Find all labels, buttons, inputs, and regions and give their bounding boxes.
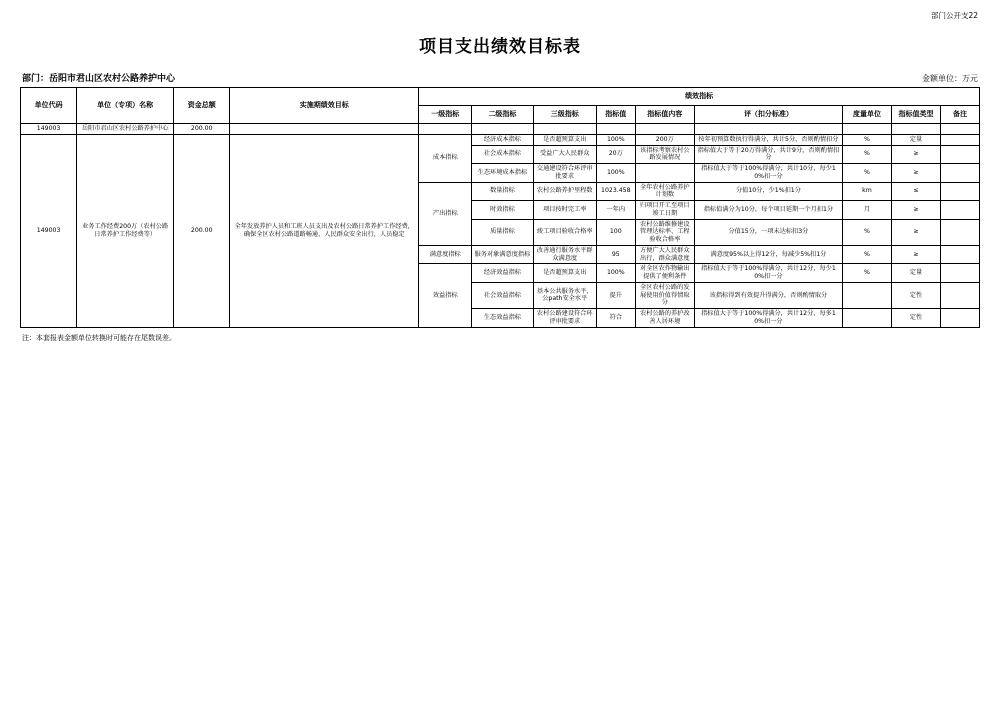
cell-measure-unit	[842, 309, 891, 328]
cell-measure-unit: %	[842, 164, 891, 183]
cell-unit-name: 岳阳市君山区农村公路养护中心	[77, 124, 174, 135]
th-criteria: 评（扣分标准）	[694, 106, 842, 124]
cell-remark	[941, 164, 980, 183]
cell-index-value-content: 全区农村公路的发展使用价值得情取分	[635, 282, 694, 308]
cell-amount: 200.00	[174, 124, 230, 135]
cell-index-value	[596, 124, 635, 135]
th-period-goal: 实施期绩效目标	[230, 88, 419, 124]
cell-measure-unit: km	[842, 182, 891, 201]
cell-remark	[941, 282, 980, 308]
cell-index-type: ≥	[891, 201, 940, 220]
cell-level2: 生态环境成本指标	[472, 164, 533, 183]
cell-criteria: 指标值大于等于100%得满分，共计12分，每多10%扣一分	[694, 309, 842, 328]
cell-level3: 农村公路养护里程数	[533, 182, 596, 201]
cell-index-value: 100%	[596, 264, 635, 283]
cell-level3: 农村公路建设符合环评审批要求	[533, 309, 596, 328]
cell-measure-unit	[842, 124, 891, 135]
cell-level1: 效益指标	[419, 264, 472, 327]
cell-remark	[941, 219, 980, 245]
cell-unit-name: 业务工作经费200万（农村公路日常养护工作经费等）	[77, 134, 174, 327]
cell-index-value: 95	[596, 245, 635, 264]
cell-index-type: ≥	[891, 145, 940, 164]
cell-level2	[472, 124, 533, 135]
cell-measure-unit: %	[842, 145, 891, 164]
cell-index-type: 定性	[891, 309, 940, 328]
cell-index-value-content	[635, 124, 694, 135]
th-level1: 一级指标	[419, 106, 472, 124]
cell-level2: 数量指标	[472, 182, 533, 201]
cell-index-value: 100	[596, 219, 635, 245]
amount-unit-label: 金额单位：万元	[922, 74, 978, 83]
cell-measure-unit: %	[842, 264, 891, 283]
dept-label: 部门：岳阳市君山区农村公路养护中心	[22, 74, 176, 84]
th-level2: 二级指标	[472, 106, 533, 124]
cell-level3: 交通建设符合环评审批要求	[533, 164, 596, 183]
cell-index-value-content: 对全区农作物输出提供了便利条件	[635, 264, 694, 283]
cell-remark	[941, 264, 980, 283]
table-header-row-1	[21, 88, 980, 106]
cell-index-type: 定量	[891, 264, 940, 283]
cell-criteria: 分值15分，一项未达标扣3分	[694, 219, 842, 245]
cell-criteria: 指标值大于等于20万得满分，共计9分，否则酌情扣分	[694, 145, 842, 164]
cell-level3	[533, 124, 596, 135]
cell-index-type: ≥	[891, 245, 940, 264]
cell-goal: 全年发放养护人员和工班人员支出及农村公路日常养护工作经费，确保全区农村公路道路畅通，人民群众安全出行，人员稳定	[230, 134, 419, 327]
th-index-value: 指标值	[596, 106, 635, 124]
cell-index-type: ≥	[891, 219, 940, 245]
cell-level1: 成本指标	[419, 134, 472, 182]
meta-row	[20, 71, 980, 84]
cell-level2: 经济效益指标	[472, 264, 533, 283]
cell-remark	[941, 145, 980, 164]
th-total-amount: 资金总额	[174, 88, 230, 124]
cell-level1: 产出指标	[419, 182, 472, 245]
cell-level2: 质量指标	[472, 219, 533, 245]
cell-index-value-content: 该指标考察农村公路发展情况	[635, 145, 694, 164]
footer-note: 注：本套报表金额单位转换时可能存在尾数误差。	[22, 333, 176, 342]
cell-index-type: 定性	[891, 282, 940, 308]
table-row	[21, 124, 980, 135]
page-title: 项目支出绩效目标表	[419, 37, 581, 57]
cell-measure-unit: %	[842, 134, 891, 145]
cell-measure-unit: %	[842, 219, 891, 245]
cell-unit-code: 149003	[21, 134, 77, 327]
cell-criteria: 分值10分，少1%扣1分	[694, 182, 842, 201]
performance-table	[20, 87, 980, 328]
cell-remark	[941, 124, 980, 135]
cell-remark	[941, 182, 980, 201]
cell-index-value-content: 方便广大人民群众出行，群众满意度	[635, 245, 694, 264]
cell-level2: 服务对象满意度指标	[472, 245, 533, 264]
cell-criteria: 满意度95%以上得12分，每减少5%扣1分	[694, 245, 842, 264]
table-row	[21, 134, 980, 145]
cell-index-value: 20万	[596, 145, 635, 164]
cell-level2: 经济成本指标	[472, 134, 533, 145]
cell-index-value: 1023.458	[596, 182, 635, 201]
cell-unit-code: 149003	[21, 124, 77, 135]
cell-index-type	[891, 124, 940, 135]
cell-index-value: 一年内	[596, 201, 635, 220]
cell-index-value: 100%	[596, 134, 635, 145]
th-index-value-content: 指标值内容	[635, 106, 694, 124]
th-level3: 三级指标	[533, 106, 596, 124]
cell-measure-unit	[842, 282, 891, 308]
th-unit-name: 单位（专项）名称	[77, 88, 174, 124]
cell-criteria: 按年初预算数执行得满分，共计5分，否则酌情扣分	[694, 134, 842, 145]
cell-remark	[941, 309, 980, 328]
cell-index-value: 符合	[596, 309, 635, 328]
th-unit-code: 单位代码	[21, 88, 77, 124]
cell-remark	[941, 201, 980, 220]
cell-index-value-content: 200万	[635, 134, 694, 145]
cell-level2: 时效指标	[472, 201, 533, 220]
th-performance-group: 绩效指标	[419, 88, 980, 106]
cell-measure-unit: %	[842, 245, 891, 264]
th-index-type: 指标值类型	[891, 106, 940, 124]
th-measure-unit: 度量单位	[842, 106, 891, 124]
cell-level3: 是否超预算支出	[533, 264, 596, 283]
cell-criteria: 指标值满分为10分，每个项目延期一个月扣1分	[694, 201, 842, 220]
cell-level3: 竣工项目验收合格率	[533, 219, 596, 245]
cell-index-value: 提升	[596, 282, 635, 308]
cell-level2: 生态效益指标	[472, 309, 533, 328]
doc-tag: 部门公开支22	[930, 11, 978, 20]
cell-criteria: 指标值大于等于100%得满分，共计10分，每少10%扣一分	[694, 164, 842, 183]
cell-level1: 满意度指标	[419, 245, 472, 264]
cell-criteria: 指标值大于等于100%得满分，共计12分，每少10%扣一分	[694, 264, 842, 283]
cell-index-value-content: 农村公路维修建设管理达标率、工程验收合格率	[635, 219, 694, 245]
cell-measure-unit: 月	[842, 201, 891, 220]
th-remark: 备注	[941, 106, 980, 124]
cell-level1	[419, 124, 472, 135]
cell-criteria: 该指标得到有效提升得满分，否则酌情取分	[694, 282, 842, 308]
cell-index-value-content: 农村公路的养护改善人居环境	[635, 309, 694, 328]
cell-level3: 改善通行服务水平群众满意度	[533, 245, 596, 264]
cell-index-type: ≤	[891, 182, 940, 201]
cell-level3: 是否超预算支出	[533, 134, 596, 145]
cell-goal	[230, 124, 419, 135]
cell-level3: 项目按时完工率	[533, 201, 596, 220]
cell-index-type: ≥	[891, 164, 940, 183]
cell-index-value-content: 归项目开工至项目竣工日期	[635, 201, 694, 220]
cell-amount: 200.00	[174, 134, 230, 327]
cell-level3: 受益广大人民群众	[533, 145, 596, 164]
cell-remark	[941, 134, 980, 145]
cell-index-value: 100%	[596, 164, 635, 183]
cell-index-type: 定量	[891, 134, 940, 145]
cell-index-value-content: 全年农村公路养护计划数	[635, 182, 694, 201]
cell-level2: 社会效益指标	[472, 282, 533, 308]
cell-remark	[941, 245, 980, 264]
cell-index-value-content	[635, 164, 694, 183]
cell-level2: 社会成本指标	[472, 145, 533, 164]
cell-criteria	[694, 124, 842, 135]
cell-level3: 基本公共服务水平、公path安全水平	[533, 282, 596, 308]
